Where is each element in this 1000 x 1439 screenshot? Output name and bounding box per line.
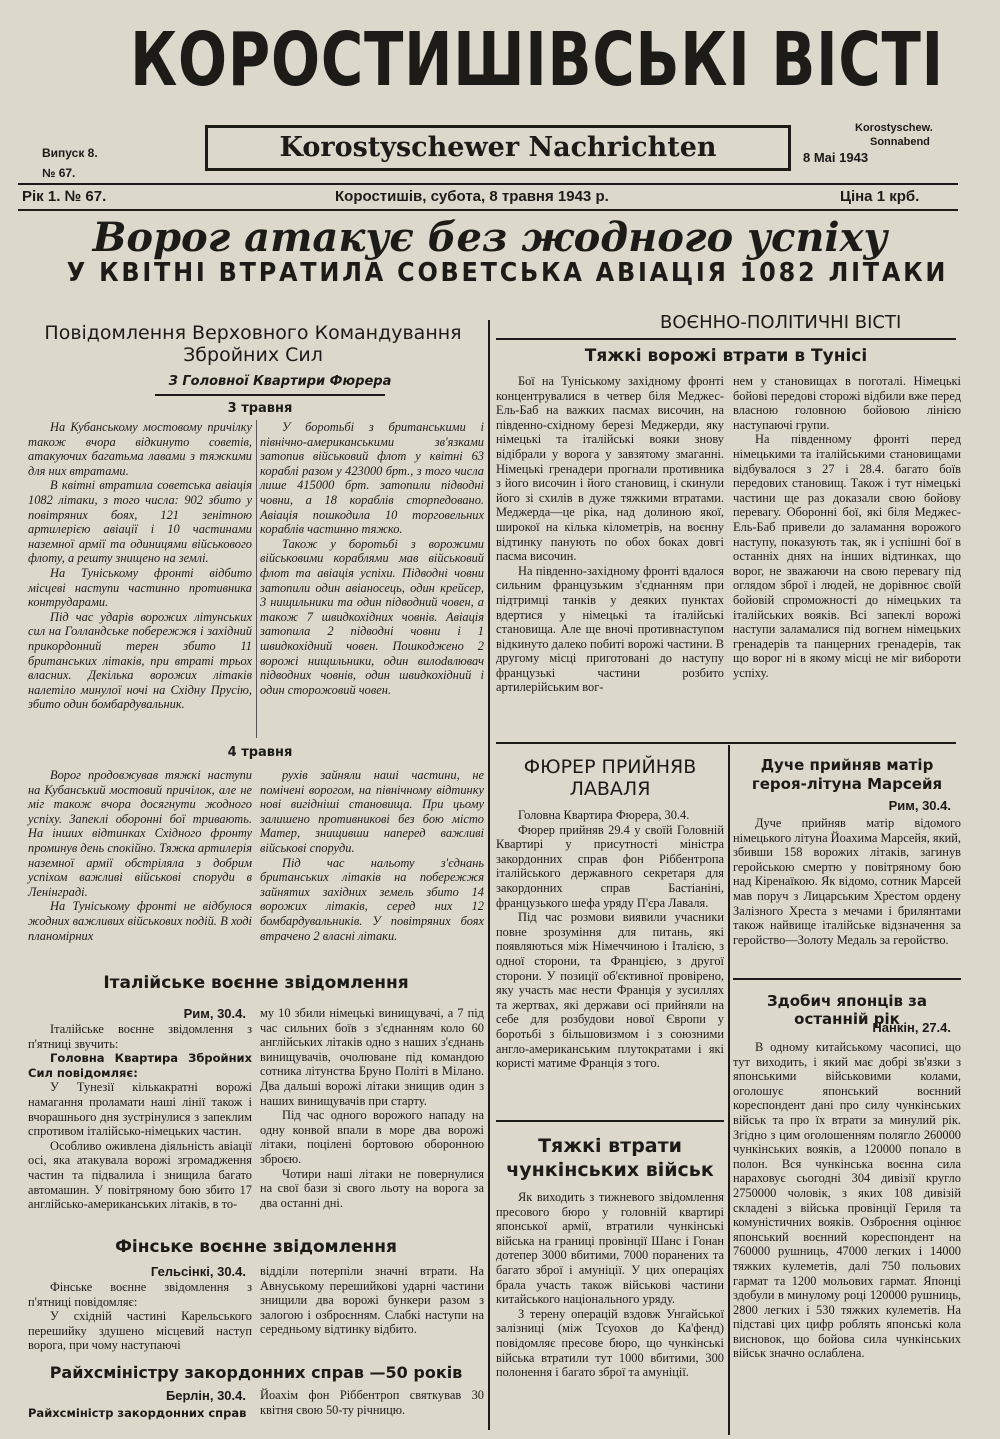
mother-title: Дуче прийняв матір героя-літуна Марсейя (751, 756, 943, 793)
left-col2a (28, 768, 252, 943)
column-divider-main (488, 320, 490, 1430)
paragraph: відділи потерпіли значні втрати. На Авнуському перешийкові ударні частини знищили два ворожі бункери разом з залогою і озброєнням. Слабкі наступи на середньому відтинку відбито. (260, 1264, 484, 1337)
chungking-title: Тяжкі втрати чункінських військ (506, 1135, 714, 1181)
paragraph: Також у боротьбі з ворожими військовими кораблями мав військовий флот та авіація успіхи. Підводні човни затопили один авіаносець, один крейсер, 3 нищильники та один підводний човен, а також 7 швидкохідних човнів. Авіація затопила 2 підводні човни і 1 швидкохідний човен. Пошкоджено 2 ворожі нищильники, один вилоdвлювач підводних човнів, один швидкохідний і один сторожовий човен. (260, 536, 484, 697)
paragraph: Фінське воєнне звідомлення з п'ятниці повідомляє: (28, 1280, 252, 1309)
military-col-a (496, 374, 724, 695)
paragraph: рухів зайняли наші частини, не помічені ворогом, на північному відтинку нові вигідніші становища. При цьому залишено противникові без бою місто Матер, знищивши наперед важливі військові споруди. (260, 768, 484, 855)
fuhrer-body (496, 808, 724, 1071)
italian-col-b (260, 1006, 484, 1210)
japan-body (733, 1040, 961, 1361)
paragraph: З терену операцій вздовж Унгайської залізниці (між Тсуохов до Ка'фенд) повідомляє пресове бюро, що чункінські війська втратили тут 1000 вбитими, 300 полонення і багато зброї та амуніції. (496, 1306, 724, 1380)
ribbentrop-col-a: Райхсміністр закордонних справ (28, 1406, 247, 1420)
military-rule (496, 338, 956, 340)
ribbentrop-title: Райхсміністру закордонних справ —50 років (49, 1363, 463, 1382)
mother-dateline: Рим, 30.4. (888, 798, 951, 813)
italian-title: Італійське воєнне звідомлення (103, 973, 409, 993)
paragraph: Дуче прийняв матір відомого німецького літуна Йоахима Марсейя, який, збивши 158 ворожих літаків, загинув геройською смертю у повітряному бою над Кіренаїкою. Як відомо, сотник Марсей мав поруч з Лицарським Хрестом ордену Залізного Хреста з мечами і брилянтами також найвище італійське відзначення за геройство—Золоту Медаль за геройство. (733, 816, 961, 947)
left-col1a (28, 420, 252, 712)
sub-headline: У КВІТНІ ВТРАТИЛА СОВЕТСЬКА АВІАЦІЯ 1082 ЛІТАКИ (66, 258, 949, 288)
left-date1: 3 травня (227, 401, 293, 416)
finnish-col-b (260, 1264, 484, 1337)
ribbentrop-dateline: Берлін, 30.4. (165, 1388, 246, 1403)
paragraph: У Тунезії кількакратні ворожі намагання проламати наші лінії також і вчорашнього дня зустрінулися з запеклим спротивом італійсько-німецьких частин. (28, 1080, 252, 1139)
masthead-rule-bottom (18, 209, 958, 211)
left-col2b (260, 768, 484, 943)
ribbentrop-col-b: Йоахім фон Ріббентроп святкував 30 квітня свою 50-ту річницю. (260, 1388, 484, 1417)
paragraph: На південному фронті перед німецькими та італійськими становищами відбувалося з 27 і 28.4. багато боїв передових становищ. Також і тут німецькі частини ще раз доказали свою бойову перевагу. Оборонні бої, які біля Меджес-Ель-Баб привели до заламання ворожого наступу, показують так, як і успішні бої в останніх днях на інших відтинках, що ворог, не зважаючи на свою перевагу під оглядом зброї і людей, не дорівнює своїй бойовій спроможності до німецьких та італійських вояків. Всі запеклі ворожі наступи заламалися під вогнем німецьких гренадерів та панцерних гренадерів, так що ворог ні в якому місці не міг вибороти успіху. (733, 432, 961, 680)
paragraph: Фюрер прийняв 29.4 у своїй Головній Квартирі у присутності міністра закордонних справ фон Ріббентропа італійського державного секретаря для закордонних справ Бастіаніні, французького шефа уряду П'єра Лаваля. (496, 822, 724, 910)
issue-label: Випуск 8. (42, 146, 98, 160)
paragraph: Під час нальоту з'єднань британських літаків на побережжя зайнятих західних земель збито 14 ворожих літаків, серед них 12 бомбардувальників. У повітряних боях втрачено 2 власні літаки. (260, 855, 484, 943)
left-col1b (260, 420, 484, 697)
place-date: Коростишів, субота, 8 травня 1943 р. (335, 188, 609, 205)
military-col-b (733, 374, 961, 680)
masthead-title: КОРОСТИШІВСЬКІ ВІСТІ (130, 17, 944, 103)
left-date2: 4 травня (227, 745, 293, 760)
finnish-col-a (28, 1280, 252, 1353)
city-de: Korostyschew. (855, 122, 933, 134)
left-source: З Головної Квартири Фюрера (168, 374, 392, 389)
left-source-rule (155, 394, 385, 396)
paragraph: Під час ударів ворожих літунських сил на Голландське побережжя і західний прикордонний терен збито 11 британських літаків, при втраті трьох власних. Декілька ворожих літаків налетіло минулої ночі на Східну Прусію, збито один бомбардувальник. (28, 609, 252, 712)
italian-dateline: Рим, 30.4. (183, 1006, 246, 1021)
japan-dateline: Нанкін, 27.4. (872, 1020, 951, 1035)
paragraph: На Туніському фронті не відбулося жодних важливих військових подій. В ході планомірних (28, 899, 252, 943)
paragraph: Як виходить з тижневого звідомлення пресового бюро у головній квартирі японської армії, втратили чункінські війська на границі провінції Шанс і Гонан дотепер 3000 вбитими, 7000 поранених та багато зброї і амуніції. У цих операціях брала участь також військові частини китайського національного уряду. (496, 1190, 724, 1307)
left-col-rule (256, 420, 257, 738)
paragraph: му 10 збили німецькі винищувачі, а 7 під час сильних боїв з з'єднанням коло 60 англійських літаків одно з наших з'єднань винищувачів, очолюване під командою сотника літунства Бруно Політі в Мілано. Два дальші ворожі літаки знищив один з наших винищувачів при старту. (260, 1006, 484, 1108)
masthead-subtitle: Korostyschewer Nachrichten (205, 125, 791, 171)
chungking-body (496, 1190, 724, 1380)
masthead-rule-top (18, 183, 958, 185)
italian-col-a (28, 1022, 252, 1212)
paragraph: В квітні втратила советська авіація 1082 літаки, з того числа: 902 збито у повітряних боях, 121 зенітною артилерією авіації і 10 частинами наземної армії та одиницями військового флоту, а решту знищено на землі. (28, 478, 252, 566)
paragraph: нем у становищах в поготалі. Німецькі бойові передові сторожі відбили вже перед власною головною бойовою лінією наступаючі групи. (733, 374, 961, 432)
japan-title: Здобич японців за останній рік (766, 992, 928, 1028)
military-rubric: ВОЄННО-ПОЛІТИЧНІ ВІСТІ (660, 312, 902, 333)
fuhrer-rule (496, 1120, 724, 1122)
paragraph: Ворог продовжував тяжкі наступи на Кубанський мостовий причілок, але не міг також вчора досягнути жодного успіху. Запеклі оборонні бої тривають. На інших відтинках Східного фронту проминув день спокійно. Тяжка артилерія наземної армії обстріляла з добрим успіхом важливі військові споруди в Ленінграді. (28, 768, 252, 899)
finnish-dateline: Гельсінкі, 30.4. (150, 1264, 246, 1279)
column-divider-right (728, 745, 730, 1435)
paragraph: На південно-західному фронті вдалося сильним французьким з'єднанням при підтримці танків у деяких пунктах вдертися у німецькі та італійські становища. Але ще вночі противнаступом відкинуто далеко побиті ворожі частини. В другому місці приготовані до наступу французькі частини розбито артилерійським вог- (496, 563, 724, 695)
date-de: 8 Mai 1943 (803, 150, 869, 165)
main-headline: Ворог атакує без жодного успіху (92, 214, 888, 261)
military-bottom-rule (496, 742, 956, 744)
day-de: Sonnabend (870, 136, 930, 148)
paragraph: Під час розмови виявили учасники повне зрозуміння для питань, які появляються між Німеччиною і Італією, з одної сторони, та Францією, з другої сторони. У позиції об'єктивної провірено, яку участь має нести Франція у зусиллях та жертвах, які держави осі прийняли на себе для розбудови нової Європи у боротьбі з більшовизмом і з союзними англо-американським плутократами і які користі матиме Франція з того. (496, 910, 724, 1071)
issue-number: № 67. (42, 166, 76, 180)
paragraph: В одному китайському часописі, що тут виходить, і який має добрі зв'язки з японськими військовими колами, оголошує японський воєнний кореспондент дані про силу чункінських військ та про їх втрати за минулий рік. Згідно з цим оголошенням полягло 260000 чункінських вояків, а 120000 попало в полон. Вся чункінська воєнна сила нараховує сьогодні 304 дивізії кругло 2750000 чоловік, з яких 108 дивізій складені з війська провінції Гериля та комуністичних вояків. Озброєння оцінює японський воєнний кореспондент на 760000 рушниць, 47000 легких і 14000 тяжких кулеметів, далі 750 польових гармат та 1200 мольових гармат. Японці здобули в минулому році 120000 рушниць, 2800 легких і 530 тяжких кулеметів. На підставі цих цифр роблять японські кола висновок, що бойова сила чункінських військ значно ослаблена. (733, 1040, 961, 1361)
paragraph: У східній частині Карельського перешийку здушено місцевий наступ ворога, при чому наступаючі (28, 1309, 252, 1353)
paragraph: У боротьбі з британськими і північно-американськими зв'язками затопив військовий флот у квітні 63 кораблі разом у 423000 брт., з того числа лише 415000 брт. затопили підводні човни, а 18 кораблів сторпедовано. Авіація пошкодила 10 торговельних кораблів частинно тяжко. (260, 420, 484, 537)
paragraph: Італійське воєнне звідомлення з п'ятниці звучить: (28, 1022, 252, 1051)
finnish-title: Фінське воєнне звідомлення (115, 1237, 397, 1257)
paragraph: Під час одного ворожого нападу на одну конвой впали в море два ворожі літаки, поцілені бортовою оборонною зброєю. (260, 1108, 484, 1166)
price: Ціна 1 крб. (840, 188, 920, 205)
mother-rule (733, 978, 961, 980)
paragraph: На Кубанському мостовому причілку також вчора відкинуто советів, атакуючих багатьма лавами з тяжкими для них втратами. (28, 420, 252, 478)
fuhrer-title: ФЮРЕР ПРИЙНЯВ ЛАВАЛЯ (523, 756, 697, 800)
paragraph: На Туніському фронті відбито місцеві наступи частинно противника контрударами. (28, 565, 252, 610)
mother-body (733, 816, 961, 947)
paragraph: Бої на Туніському західному фронті концентрувалися в четвер біля Меджес-Ель-Баб на важких пасмах височин, на південно-східному березі Меджерди, яку німецькі та італійські вояки знову відібрали у ворога у завзятому змаганні. Німецькі гренадери прогнали противника з його височин і його становищ, і скинули його зі схилів в дуже тяжкими втратами. Меджерда—це ріка, над долиною якої, широкої на кілька кілометрів, на воєнну відтинку панують по обох боках довгі пасма височин. (496, 374, 724, 564)
paragraph: Чотири наші літаки не повернулися на свої бази зі свого льоту на ворога за два останні дні. (260, 1166, 484, 1210)
year-issue: Рік 1. № 67. (22, 188, 107, 205)
left-title: Повідомлення Верховного Командування Збройних Сил (44, 322, 462, 366)
paragraph: Особливо оживлена діяльність авіації осі, яка атакувала ворожі згромадження частин та підвалила і знищила багато автомашин. У повітряному бою збито 17 англійсько-американських літаків, в то- (28, 1138, 252, 1212)
military-title: Тяжкі ворожі втрати в Тунісі (584, 346, 868, 366)
paragraph: Головна Квартира Фюрера, 30.4. (518, 808, 690, 822)
paragraph: Головна Квартира Збройних Сил повідомляє: (28, 1051, 252, 1080)
